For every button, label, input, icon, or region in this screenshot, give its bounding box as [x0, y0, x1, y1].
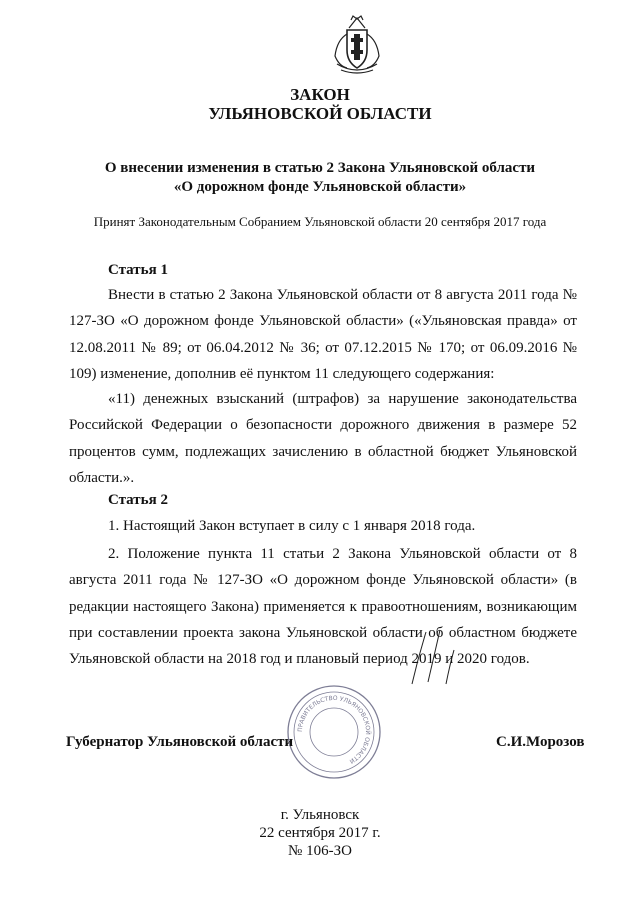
round-seal-icon [286, 684, 382, 780]
article1-paragraph: Внести в статью 2 Закона Ульяновской области от 8 августа 2011 года № 127-ЗО «О дорожном фонде Ульяновской области» («Ульяновская правда» от 12.08.2011 № 89; от 06.04.2012 № 36; от 07.12.2015 № 170; от 06.09.2016 № 109) изменение, дополнив её пунктом 11 следующего содержания: [69, 287, 577, 382]
handwritten-signature-icon [408, 628, 468, 686]
svg-text:ПРАВИТЕЛЬСТВО УЛЬЯНОВСКОЙ ОБЛА [297, 695, 371, 765]
signatory-name: С.И.Морозов [496, 734, 585, 750]
article1-heading: Статья 1 [108, 262, 168, 278]
seal-text: ПРАВИТЕЛЬСТВО УЛЬЯНОВСКОЙ ОБЛАСТИ [296, 694, 372, 765]
article2-item1: 1. Настоящий Закон вступает в силу с 1 января 2018 года. [108, 518, 476, 534]
article2-item2: 2. Положение пункта 11 статьи 2 Закона Ульяновской области от 8 августа 2011 года № 127-ЗО «О дорожном фонде Ульяновской области» (в редакции настоящего Закона) применяется к правоотношениям, возникающим при составлении проекта закона Ульяновской области об областном бюджете Ульяновской области на 2018 год и плановый период 2019 и 2020 годов. [69, 546, 577, 668]
article2-heading: Статья 2 [108, 492, 168, 508]
footer-city: г. Ульяновск [280, 807, 360, 823]
signatory-position: Губернатор Ульяновской области [66, 734, 294, 750]
footer-number: № 106-ЗО [288, 843, 352, 859]
law-subtitle-line2: «О дорожном фонде Ульяновской области» [173, 179, 467, 195]
law-title: ЗАКОН [290, 85, 350, 104]
article1-quote: «11) денежных взысканий (штрафов) за нарушение законодательства Российской Федерации о безопасности дорожного движения в размере 52 процентов сумм, подлежащих зачислению в областной бюджет Ульяновской области.». [69, 391, 577, 486]
footer-date: 22 сентября 2017 г. [259, 825, 381, 841]
adoption-note: Принят Законодательным Собранием Ульяновской области 20 сентября 2017 года [93, 214, 547, 229]
law-subtitle-line1: О внесении изменения в статью 2 Закона Ульяновской области [104, 160, 536, 176]
coat-of-arms-icon [327, 14, 387, 76]
law-region: УЛЬЯНОВСКОЙ ОБЛАСТИ [208, 104, 432, 123]
